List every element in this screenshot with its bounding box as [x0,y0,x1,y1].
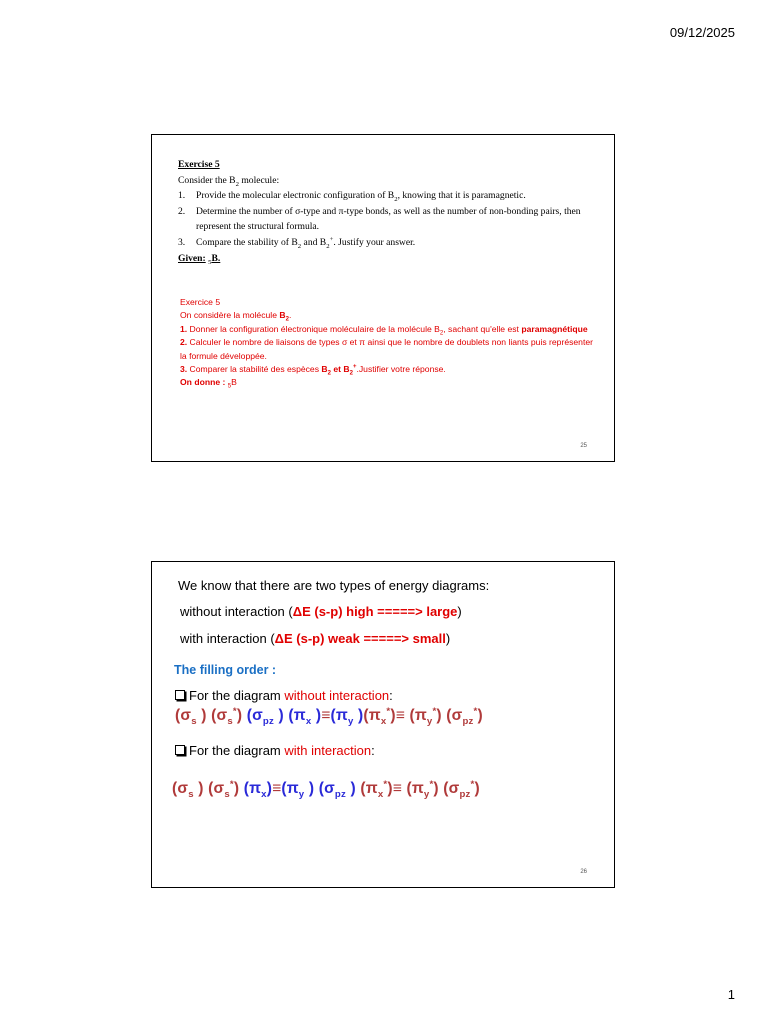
bullet-with-interaction: For the diagram with interaction: [175,743,375,758]
filling-order-without-interaction: ($\sigma_s$ ) $(\sigma_s^*)$ ($\sigma_{pz}$ ) ($\pi_x$ )$\equiv(\pi_y$ )$(\pi_x^*)\equiv (\pi_y^*)$ $(\sigma_{pz}^*)$ [175,705,483,728]
question-list [178,188,598,250]
checkbox-bullet-icon [175,745,185,755]
question-fr-1: 1. Donner la configuration électronique moléculaire de la molécule $B_2$, sachant qu'elle est paramagnétique [180,323,588,337]
exercise-french [180,296,600,390]
print-date: 09/12/2025 [669,25,735,40]
with-interaction-line: with interaction (ΔE (s-p) weak =====> small) [180,631,451,646]
exercice-title: Exercice 5 [180,297,221,307]
slide-exercise-5 [151,134,615,462]
exercice-intro: On considère la molécule $B_2$. [180,310,292,324]
page-number: 1 [727,987,735,1002]
question-fr-3: 3. Comparer la stabilité des espèces $B_2$ et $B_2^+.Justifier$ votre réponse. [180,364,446,377]
question-3: 3. Compare the stability of $B_2$ and $B_2^+$. Justify your answer. [178,235,416,250]
exercise-title: Exercise 5 [178,159,220,170]
slide-filling-order [151,561,615,888]
given-data: Given: $_5$B. [178,252,221,266]
bullet-without-interaction: For the diagram without interaction: [175,688,393,703]
checkbox-bullet-icon [175,690,185,700]
slide-number: 25 [580,443,587,449]
slide-number: 26 [580,869,587,875]
without-interaction-line: without interaction (ΔE (s-p) high =====> large) [180,604,462,619]
exercise-intro: Consider the $B_2$ molecule: [178,174,280,188]
question-1: 1. Provide the molecular electronic configuration of $B_2$, knowing that it is paramagnetic. [178,190,526,204]
given-fr: On donne : $_5$B [180,377,237,391]
filling-order-with-interaction: ($\sigma_s$ ) $(\sigma_s^*)$ $(\pi_x)\equiv(\pi_y$ ) ($\sigma_{pz}$ ) $(\pi_x^*)\equiv (\pi_y^*)$ $(\sigma_{pz}^*)$ [172,778,480,801]
intro-line: We know that there are two types of energy diagrams: [178,578,490,593]
filling-order-title: The filling order : [174,663,277,677]
exercise-english [178,157,598,266]
question-fr-2: 2. Calculer le nombre de liaisons de types σ et π ainsi que le nombre de doublets non liants puis représenter la formule développée. [180,337,593,361]
question-2: 2. Determine the number of σ-type and π-type bonds, as well as the number of non-bonding pairs, then represent the structural formula. [178,205,581,233]
